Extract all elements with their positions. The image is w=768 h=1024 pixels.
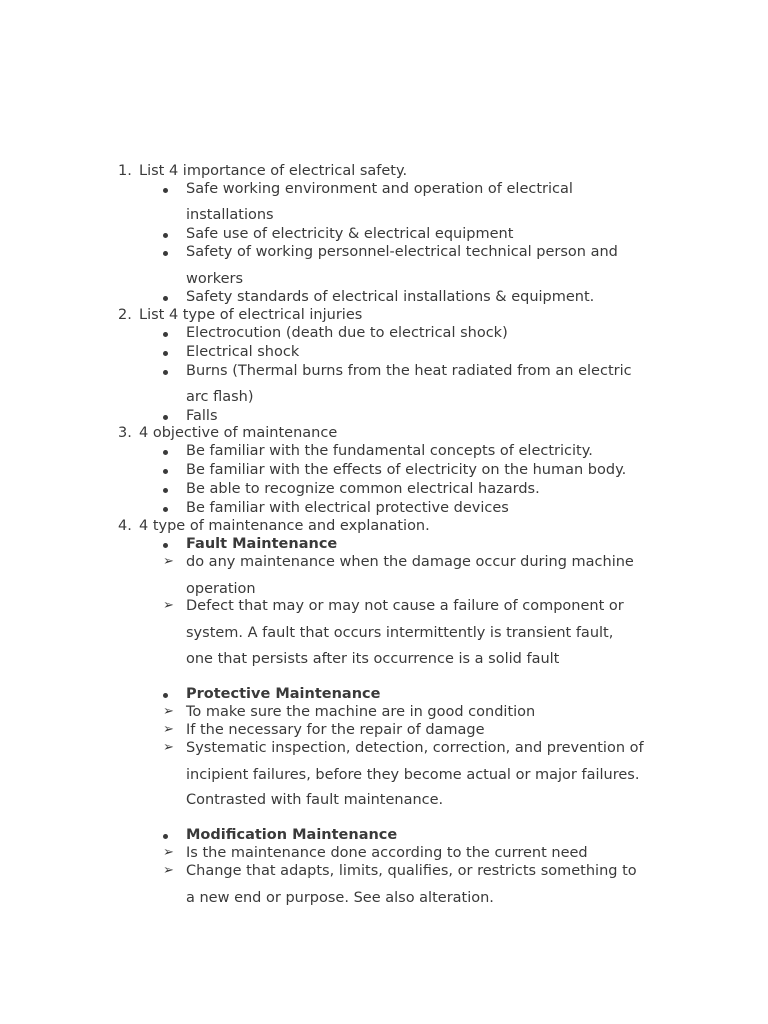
section-heading: 4 objective of maintenance [139, 425, 338, 441]
list-item-line: Safety standards of electrical installations & equipment. [186, 289, 595, 305]
bullet-icon [163, 362, 168, 380]
arrow-bullet-icon: ➢ [163, 740, 174, 755]
bullet-icon [163, 343, 168, 361]
bullet-icon [163, 407, 168, 425]
arrow-bullet-icon: ➢ [163, 863, 174, 878]
bullet-icon [163, 685, 168, 703]
list-item-line: arc flash) [186, 389, 254, 405]
point-line: Systematic inspection, detection, correction, and prevention of [186, 740, 644, 756]
list-item-line: Safety of working personnel-electrical technical person and [186, 244, 618, 260]
group-title: Fault Maintenance [186, 536, 338, 552]
bullet-icon [163, 535, 168, 553]
point-line: operation [186, 581, 256, 597]
list-item-line: Falls [186, 408, 218, 424]
list-item-line: Safe use of electricity & electrical equipment [186, 226, 514, 242]
point-line: To make sure the machine are in good condition [186, 704, 536, 720]
arrow-bullet-icon: ➢ [163, 598, 174, 613]
list-item-line: Be familiar with the effects of electricity on the human body. [186, 462, 627, 478]
bullet-icon [163, 442, 168, 460]
section-heading: List 4 type of electrical injuries [139, 307, 363, 323]
point-line: Defect that may or may not cause a failure of component or [186, 598, 624, 614]
list-item-line: Be familiar with electrical protective devices [186, 500, 509, 516]
bullet-icon [163, 180, 168, 198]
section-number: 1. [118, 163, 132, 179]
arrow-bullet-icon: ➢ [163, 845, 174, 860]
section-number: 2. [118, 307, 132, 323]
group-title: Protective Maintenance [186, 686, 381, 702]
bullet-icon [163, 499, 168, 517]
list-item-line: workers [186, 271, 244, 287]
section-heading: 4 type of maintenance and explanation. [139, 518, 430, 534]
group-title: Modification Maintenance [186, 827, 398, 843]
point-line: a new end or purpose. See also alteration. [186, 890, 494, 906]
point-line: Contrasted with fault maintenance. [186, 792, 444, 808]
point-line: do any maintenance when the damage occur during machine [186, 554, 634, 570]
arrow-bullet-icon: ➢ [163, 722, 174, 737]
section-number: 4. [118, 518, 132, 534]
bullet-icon [163, 243, 168, 261]
bullet-icon [163, 225, 168, 243]
list-item-line: Burns (Thermal burns from the heat radiated from an electric [186, 363, 632, 379]
section-number: 3. [118, 425, 132, 441]
arrow-bullet-icon: ➢ [163, 554, 174, 569]
bullet-icon [163, 480, 168, 498]
bullet-icon [163, 826, 168, 844]
section-heading: List 4 importance of electrical safety. [139, 163, 408, 179]
point-line: Change that adapts, limits, qualifies, or restricts something to [186, 863, 637, 879]
point-line: incipient failures, before they become actual or major failures. [186, 767, 640, 783]
bullet-icon [163, 288, 168, 306]
list-item-line: installations [186, 207, 274, 223]
arrow-bullet-icon: ➢ [163, 704, 174, 719]
point-line: one that persists after its occurrence is a solid fault [186, 651, 560, 667]
point-line: If the necessary for the repair of damage [186, 722, 485, 738]
bullet-icon [163, 324, 168, 342]
list-item-line: Be able to recognize common electrical hazards. [186, 481, 540, 497]
list-item-line: Be familiar with the fundamental concepts of electricity. [186, 443, 593, 459]
bullet-icon [163, 461, 168, 479]
point-line: Is the maintenance done according to the current need [186, 845, 588, 861]
list-item-line: Electrocution (death due to electrical shock) [186, 325, 508, 341]
point-line: system. A fault that occurs intermittently is transient fault, [186, 625, 614, 641]
list-item-line: Electrical shock [186, 344, 300, 360]
list-item-line: Safe working environment and operation of electrical [186, 181, 573, 197]
